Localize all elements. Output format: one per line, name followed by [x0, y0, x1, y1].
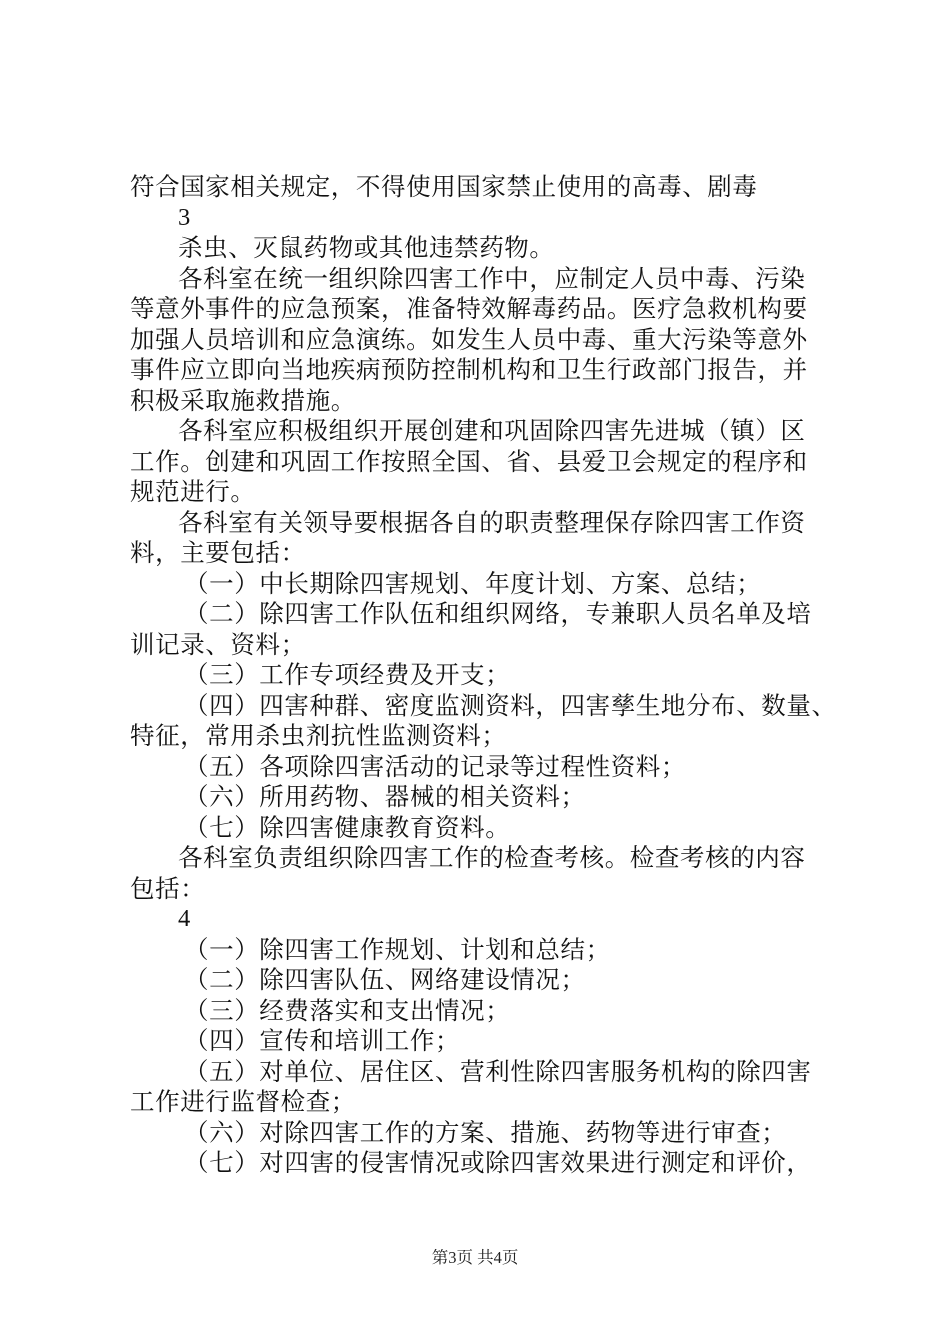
text-line: 积极采取施救措施。 — [130, 385, 356, 415]
document-body — [130, 172, 837, 1179]
text-line: 各科室有关领导要根据各自的职责整理保存除四害工作资 — [178, 507, 806, 537]
text-line: 各科室应积极组织开展创建和巩固除四害先进城（镇）区 — [178, 416, 806, 445]
text-line: 规范进行。 — [130, 477, 256, 506]
text-line: 工作。创建和巩固工作按照全国、省、县爱卫会规定的程序和 — [130, 446, 808, 476]
inline-page-number: 3 — [178, 203, 191, 231]
text-line: 加强人员培训和应急演练。如发生人员中毒、重大污染等意外 — [130, 324, 808, 354]
text-line: （三）工作专项经费及开支； — [184, 660, 511, 689]
inline-page-number: 4 — [178, 905, 191, 932]
text-line: （四）四害种群、密度监测资料，四害孳生地分布、数量、 — [184, 690, 837, 720]
text-line: （一）中长期除四害规划、年度计划、方案、总结； — [184, 568, 762, 598]
text-line: 包括： — [130, 873, 206, 903]
text-line: 各科室在统一组织除四害工作中，应制定人员中毒、污染 — [178, 263, 806, 293]
text-line: 事件应立即向当地疾病预防控制机构和卫生行政部门报告，并 — [130, 355, 808, 384]
text-line: （七）对四害的侵害情况或除四害效果进行测定和评价， — [184, 1148, 812, 1177]
text-line: 训记录、资料； — [130, 629, 306, 659]
text-line: （二）除四害队伍、网络建设情况； — [184, 965, 586, 994]
text-line: 特征，常用杀虫剂抗性监测资料； — [130, 721, 507, 750]
text-line: （三）经费落实和支出情况； — [184, 995, 511, 1025]
text-line: 各科室负责组织除四害工作的检查考核。检查考核的内容 — [178, 843, 806, 872]
text-line: 料，主要包括： — [130, 538, 306, 567]
text-line: 工作进行监督检查； — [130, 1087, 356, 1116]
text-line: （四）宣传和培训工作； — [184, 1026, 461, 1055]
text-line: 杀虫、灭鼠药物或其他违禁药物。 — [178, 233, 555, 262]
text-line: （二）除四害工作队伍和组织网络，专兼职人员名单及培 — [184, 599, 812, 628]
text-line: （五）各项除四害活动的记录等过程性资料； — [184, 751, 686, 781]
text-line: （六）对除四害工作的方案、措施、药物等进行审查； — [184, 1117, 787, 1147]
text-line: 符合国家相关规定，不得使用国家禁止使用的高毒、剧毒 — [130, 172, 758, 201]
text-line: （六）所用药物、器械的相关资料； — [184, 782, 586, 811]
page-footer: 第3页 共4页 — [431, 1248, 519, 1267]
text-line: （七）除四害健康教育资料。 — [184, 812, 511, 842]
text-line: （一）除四害工作规划、计划和总结； — [184, 934, 611, 964]
text-line: （五）对单位、居住区、营利性除四害服务机构的除四害 — [184, 1056, 812, 1086]
text-line: 等意外事件的应急预案，准备特效解毒药品。医疗急救机构要 — [130, 294, 808, 323]
